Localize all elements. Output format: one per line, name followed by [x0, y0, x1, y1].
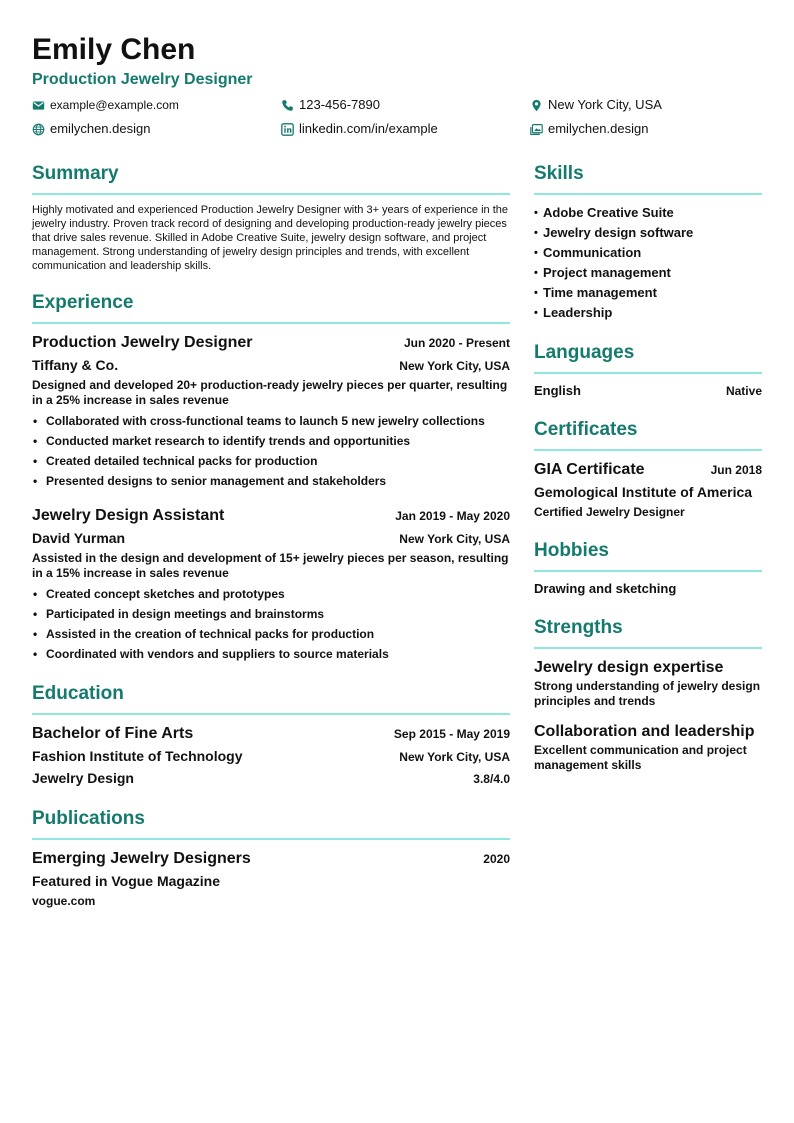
- job-position: Production Jewelry Designer: [32, 334, 253, 351]
- list-item: • Collaborated with cross-functional teams to launch 5 new jewelry collections: [32, 411, 510, 431]
- education-section: [32, 680, 510, 789]
- education-location: New York City, USA: [399, 750, 510, 764]
- publication-publisher: Featured in Vogue Magazine: [32, 873, 220, 889]
- job-highlights: [32, 411, 510, 491]
- job-date: Jan 2019 - May 2020: [395, 509, 510, 523]
- strength-name: Jewelry design expertise: [534, 659, 724, 676]
- main-column: [32, 160, 510, 926]
- experience-entry: [32, 332, 510, 491]
- certificate-date: Jun 2018: [710, 463, 762, 477]
- strength-description: Strong understanding of jewelry design principles and trends: [534, 679, 761, 708]
- experience-heading: Experience: [32, 289, 510, 324]
- education-school: Fashion Institute of Technology: [32, 748, 243, 764]
- job-company: Tiffany & Co.: [32, 357, 119, 373]
- list-item: • Conducted market research to identify trends and opportunities: [32, 431, 510, 451]
- summary-section: [32, 160, 510, 273]
- candidate-name: Emily Chen: [32, 33, 196, 66]
- skill-item: • Leadership: [534, 303, 762, 323]
- job-description: Designed and developed 20+ production-ready jewelry pieces per quarter, resulting in a 25% increase in sales revenue: [32, 378, 508, 407]
- list-item: • Presented designs to senior management and stakeholders: [32, 471, 510, 491]
- certificates-heading: Certificates: [534, 416, 762, 451]
- contact-linkedin-text: linkedin.com/in/example: [299, 121, 438, 136]
- portfolio-image-icon: [530, 123, 543, 136]
- contact-portfolio-text: emilychen.design: [548, 121, 649, 136]
- job-highlights: [32, 584, 510, 664]
- job-date: Jun 2020 - Present: [403, 336, 510, 350]
- education-heading: Education: [32, 680, 510, 715]
- strengths-heading: Strengths: [534, 614, 762, 649]
- contact-phone[interactable]: [281, 96, 380, 114]
- certificate-name: GIA Certificate: [534, 461, 645, 478]
- job-location: New York City, USA: [399, 532, 510, 546]
- education-degree: Bachelor of Fine Arts: [32, 725, 194, 742]
- skill-item: • Project management: [534, 263, 762, 283]
- list-item: • Coordinated with vendors and suppliers to source materials: [32, 644, 510, 664]
- summary-heading: Summary: [32, 160, 510, 195]
- hobbies-heading: Hobbies: [534, 537, 762, 572]
- publications-heading: Publications: [32, 805, 510, 840]
- experience-section: [32, 289, 510, 664]
- publication-url[interactable]: vogue.com: [32, 894, 96, 908]
- contact-email-text: example@example.com: [50, 98, 179, 112]
- education-field: Jewelry Design: [32, 770, 134, 786]
- globe-icon: [32, 123, 45, 136]
- strength-name: Collaboration and leadership: [534, 723, 755, 740]
- phone-icon: [281, 99, 294, 112]
- experience-entry: [32, 505, 510, 664]
- list-item: • Created concept sketches and prototypes: [32, 584, 510, 604]
- hobbies-section: [534, 537, 762, 598]
- contact-portfolio[interactable]: [530, 120, 648, 138]
- skills-heading: Skills: [534, 160, 762, 195]
- job-position: Jewelry Design Assistant: [32, 507, 225, 524]
- contact-website[interactable]: [32, 120, 150, 138]
- summary-text: Highly motivated and experienced Production Jewelry Designer with 3+ years of experience in the jewelry industry. Proven track record of designing and developing production-ready jewelry pieces that drive sales revenue. Skilled in Adobe Creative Suite, jewelry design software, and project management. Strong understanding of jewelry design principles and trends, with excellent communication and leadership skills.: [32, 204, 509, 272]
- location-pin-icon: [530, 99, 543, 112]
- contact-location-text: New York City, USA: [548, 97, 662, 112]
- candidate-headline: Production Jewelry Designer: [32, 71, 253, 88]
- hobby-item: Drawing and sketching: [534, 581, 677, 596]
- list-item: • Participated in design meetings and brainstorms: [32, 604, 510, 624]
- list-item: • Created detailed technical packs for production: [32, 451, 510, 471]
- contact-email[interactable]: [32, 96, 179, 114]
- strengths-section: [534, 614, 762, 773]
- email-icon: [32, 99, 45, 112]
- contact-website-text: emilychen.design: [50, 121, 151, 136]
- education-gpa: 3.8/4.0: [473, 772, 510, 786]
- skill-item: • Adobe Creative Suite: [534, 203, 762, 223]
- list-item: • Assisted in the creation of technical packs for production: [32, 624, 510, 644]
- publication-name: Emerging Jewelry Designers: [32, 850, 251, 867]
- contact-info: [32, 96, 762, 144]
- language-name: English: [534, 383, 581, 398]
- publications-section: [32, 805, 510, 910]
- job-description: Assisted in the design and development of 15+ jewelry pieces per season, resulting in a 15% increase in sales revenue: [32, 551, 509, 580]
- skill-item: • Communication: [534, 243, 762, 263]
- sidebar-column: [534, 160, 762, 789]
- language-level: Native: [725, 384, 762, 398]
- job-location: New York City, USA: [399, 359, 510, 373]
- languages-section: [534, 339, 762, 400]
- job-company: David Yurman: [32, 530, 126, 546]
- contact-phone-text: 123-456-7890: [299, 97, 380, 112]
- contact-location: [530, 96, 662, 114]
- skills-section: [534, 160, 762, 323]
- skill-item: • Time management: [534, 283, 762, 303]
- strength-description: Excellent communication and project management skills: [534, 743, 747, 772]
- linkedin-icon: [281, 123, 294, 136]
- publication-year: 2020: [483, 852, 510, 866]
- skill-item: • Jewelry design software: [534, 223, 762, 243]
- certificate-issuer: Gemological Institute of America: [534, 484, 753, 500]
- languages-heading: Languages: [534, 339, 762, 374]
- education-date: Sep 2015 - May 2019: [393, 727, 510, 741]
- contact-linkedin[interactable]: [281, 120, 438, 138]
- certificate-summary: Certified Jewelry Designer: [534, 505, 685, 519]
- certificates-section: [534, 416, 762, 521]
